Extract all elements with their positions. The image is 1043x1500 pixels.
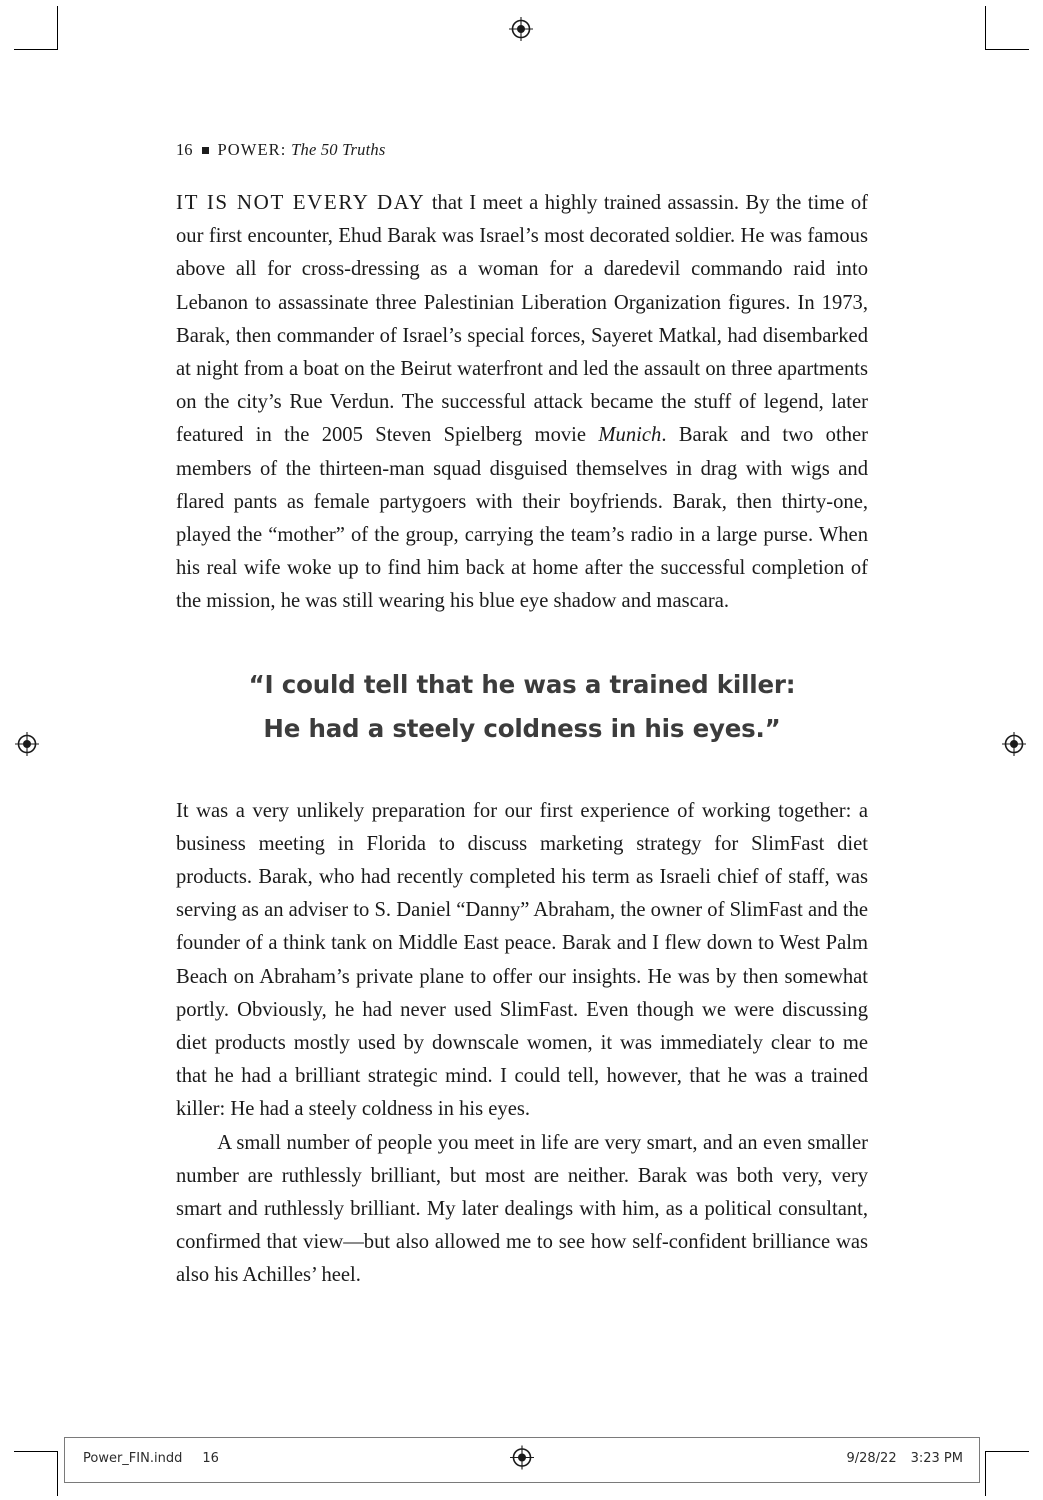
paragraph-1-text-a: that I meet a highly trained assassin. By the time of our first encounter, Ehud Barak was Israel’s most decorated soldier. He was famous above all for cross-dressing as a woman for a daredevil commando raid into Lebanon to assassinate three Palestinian Liberation Organization figures. In 1973, Barak, then commander of Israel’s special forces, Sayeret Matkal, had disembarked at night from a boat on the Beirut waterfront and led the assault on three apartments on the city’s Rue Verdun. The successful attack became the stuff of legend, later featured in the 2005 Steven Spielberg movie [176,192,868,447]
pull-quote [176,663,868,751]
paragraph-3 [176,1127,868,1293]
paragraph-1-lead-in: IT IS NOT EVERY DAY [176,190,426,214]
pull-quote-line-1: “I could tell that he was a trained killer: [248,669,796,699]
slug-time: 3:23 PM [910,1451,963,1466]
paragraph-3-text: A small number of people you meet in life are very smart, and an even smaller number are ruthlessly brilliant, but most are neither. Barak was both very, very smart and ruthlessly brilliant. My later dealings with him, as a political consultant, confirmed that view—but also allowed me to see how self-confident brilliance was also his Achilles’ heel. [176,1131,868,1287]
crop-mark-bottom-right-horizontal [985,1451,1029,1452]
crop-mark-top-right-horizontal [985,49,1029,50]
registration-mark-right [1002,732,1026,756]
slug-file-info [83,1451,219,1466]
page-folio: 16 [176,140,193,159]
print-slug-bar [64,1437,980,1483]
text-column [176,140,868,1293]
paragraph-1-movie-title: Munich [598,424,662,447]
slug-timestamp [846,1451,963,1466]
crop-mark-top-right-vertical [985,6,986,50]
crop-mark-bottom-left-vertical [57,1452,58,1496]
running-head-square-icon [202,147,209,154]
crop-mark-bottom-left-horizontal [14,1451,58,1452]
pull-quote-line-2: He had a steely coldness in his eyes.” [263,713,781,743]
paragraph-1 [176,186,868,619]
paragraph-1-text-b: . Barak and two other members of the thirteen-man squad disguised themselves in drag with wigs and flared pants as female partygoers with their boyfriends. Barak, then thirty-one, played the “mother” of the group, carrying the team’s radio in a large purse. When his real wife woke up to find him back at home after the successful completion of the mission, he was still wearing his blue eye shadow and mascara. [176,424,868,613]
registration-mark-left [15,732,39,756]
crop-mark-top-left-vertical [57,6,58,50]
slug-date: 9/28/22 [846,1451,897,1466]
registration-mark-top [509,17,533,41]
running-head-subtitle: The 50 Truths [291,140,386,159]
paragraph-2-text: It was a very unlikely preparation for our first experience of working together: a business meeting in Florida to discuss marketing strategy for SlimFast diet products. Barak, who had recently completed his term as Israeli chief of staff, was serving as an adviser to S. Daniel “Danny” Abraham, the owner of SlimFast and the founder of a think tank on Middle East peace. Barak and I flew down to West Palm Beach on Abraham’s private plane to offer our insights. He was by then somewhat portly. Obviously, he had never used SlimFast. Even though we were discussing diet products mostly used by downscale women, it was immediately clear to me that he had a brilliant strategic mind. I could tell, however, that he was a trained killer: He had a steely coldness in his eyes. [176,799,869,1121]
running-head-title: POWER: [217,140,287,159]
slug-filename: Power_FIN.indd [83,1451,183,1466]
crop-mark-bottom-right-vertical [985,1452,986,1496]
registration-mark-bottom [510,1446,534,1475]
running-head [176,140,868,160]
paragraph-2 [176,795,868,1127]
slug-page-number: 16 [202,1451,219,1466]
crop-mark-top-left-horizontal [14,49,58,50]
